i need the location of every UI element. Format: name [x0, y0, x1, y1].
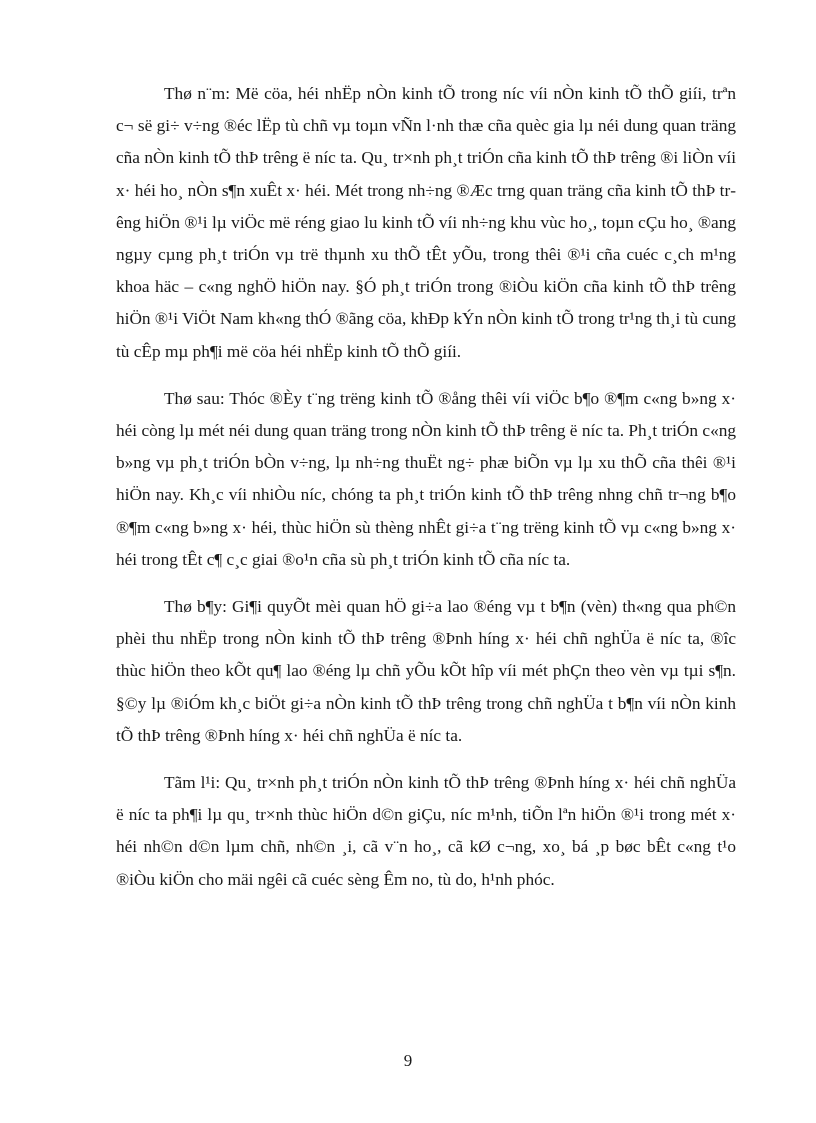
paragraph-thu-nam: Thø n¨m: Më cöa, héi nhËp nÒn kinh tÕ trong níc víi nÒn kinh tÕ thÕ giíi, trªn c¬ së gi÷ v÷ng ®éc lËp tù chñ vµ toµn vÑn l·nh thæ cña quèc gia lµ néi dung quan träng cña nÒn kinh tÕ thÞ trêng ë níc ta. Qu¸ tr×nh ph¸t triÓn cña kinh tÕ thÞ trêng ®i liÒn víi x· héi ho¸ nÒn s¶n xuÊt x· héi. Mét trong nh÷ng ®Æc trng quan träng cña kinh tÕ thÞ trêng hiÖn ®¹i lµ viÖc më réng giao lu kinh tÕ víi nh÷ng khu vùc ho¸, toµn cÇu ho¸ ®ang ngµy cµng ph¸t triÓn vµ trë thµnh xu thÕ tÊt yÕu, trong thêi ®¹i cña cuéc c¸ch m¹ng khoa häc – c«ng nghÖ hiÖn nay. §Ó ph¸t triÓn trong ®iÒu kiÖn cña kinh tÕ thÞ trêng hiÖn ®¹i ViÖt Nam kh«ng thÓ ®ãng cöa, khÐp kÝn nÒn kinh tÕ trong tr¹ng th¸i tù cung tù cÊp mµ ph¶i më cöa héi nhËp kinh tÕ thÕ giíi. [116, 84, 736, 361]
paragraph-thu-sau: Thø sau: Thóc ®Èy t¨ng trëng kinh tÕ ®ång thêi víi viÖc b¶o ®¶m c«ng b»ng x· héi còng lµ mét néi dung quan träng trong nÒn kinh tÕ thÞ trêng ë níc ta. Ph¸t triÓn c«ng b»ng vµ ph¸t triÓn bÒn v÷ng, lµ nh÷ng thuËt ng÷ phæ biÕn vµ lµ xu thÕ cña thêi ®¹i hiÖn nay. Kh¸c víi nhiÒu níc, chóng ta ph¸t triÓn kinh tÕ thÞ trêng nhng chñ tr¬ng b¶o ®¶m c«ng b»ng x· héi, thùc hiÖn sù thèng nhÊt gi÷a t¨ng trëng kinh tÕ vµ c«ng b»ng x· héi trong tÊt c¶ c¸c giai ®o¹n cña sù ph¸t triÓn kinh tÕ cña níc ta. [116, 388, 736, 569]
page-number: 9 [403, 1051, 413, 1070]
paragraph-tom-lai: Tãm l¹i: Qu¸ tr×nh ph¸t triÓn nÒn kinh tÕ thÞ trêng ®Þnh híng x· héi chñ nghÜa ë níc ta ph¶i lµ qu¸ tr×nh thùc hiÖn d©n giÇu, níc m¹nh, tiÕn lªn hiÖn ®¹i trong mét x· héi nh©n d©n lµm chñ, nh©n ¸i, cã v¨n ho¸, cã kØ c¬ng, xo¸ bá ¸p bøc bÊt c«ng t¹o ®iÒu kiÖn cho mäi ngêi cã cuéc sèng Êm no, tù do, h¹nh phóc. [116, 773, 736, 889]
paragraph-thu-bay: Thø b¶y: Gi¶i quyÕt mèi quan hÖ gi÷a lao ®éng vµ t b¶n (vèn) th«ng qua ph©n phèi thu nhËp trong nÒn kinh tÕ thÞ trêng ®Þnh híng x· héi chñ nghÜa ë níc ta, ®îc thùc hiÖn theo kÕt qu¶ lao ®éng lµ chñ yÕu kÕt hîp víi mét phÇn theo vèn vµ tµi s¶n. §©y lµ ®iÓm kh¸c biÖt gi÷a nÒn kinh tÕ thÞ trêng trong chñ nghÜa t b¶n víi nÒn kinh tÕ thÞ trêng ®Þnh híng x· héi chñ nghÜa ë níc ta. [116, 597, 736, 745]
body-text [116, 78, 736, 911]
